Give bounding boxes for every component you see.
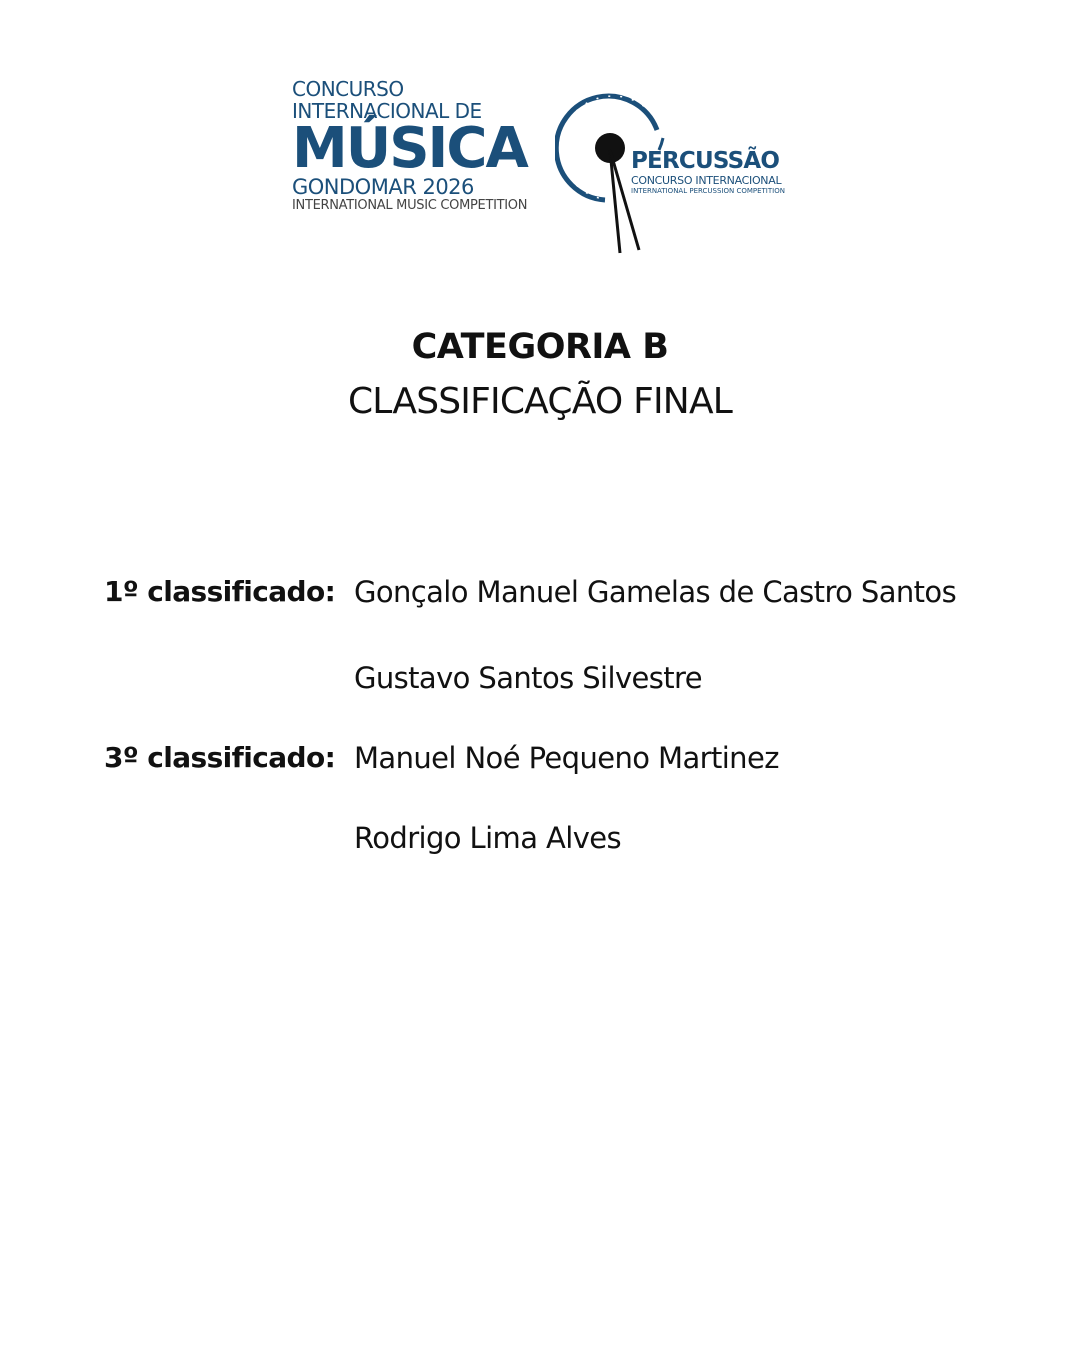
percussion-logo-text (631, 148, 801, 196)
logo-musica: MÚSICA (292, 116, 527, 181)
result-name: Rodrigo Lima Alves (354, 821, 622, 855)
logo-line-english: INTERNATIONAL MUSIC COMPETITION (292, 198, 528, 213)
category-title: CATEGORIA B (411, 327, 669, 367)
logo-line-concurso: CONCURSO (292, 77, 404, 101)
result-name: Manuel Noé Pequeno Martinez (354, 741, 779, 775)
logo-percussao: PERCUSSÃO (631, 148, 780, 174)
result-label-first: 1º classificado: (104, 575, 336, 608)
result-label-third: 3º classificado: (104, 741, 336, 774)
logo-line-gondomar: GONDOMAR 2026 (292, 175, 474, 199)
logo-percussao-sub: CONCURSO INTERNACIONAL (631, 174, 782, 187)
classification-subtitle: CLASSIFICAÇÃO FINAL (347, 381, 733, 422)
competition-logo (292, 78, 562, 223)
result-name: Gustavo Santos Silvestre (354, 661, 702, 695)
result-name: Gonçalo Manuel Gamelas de Castro Santos (354, 575, 957, 609)
logo-line-internacional: INTERNACIONAL DE (292, 99, 482, 123)
logo-percussao-english: INTERNATIONAL PERCUSSION COMPETITION (631, 187, 785, 195)
